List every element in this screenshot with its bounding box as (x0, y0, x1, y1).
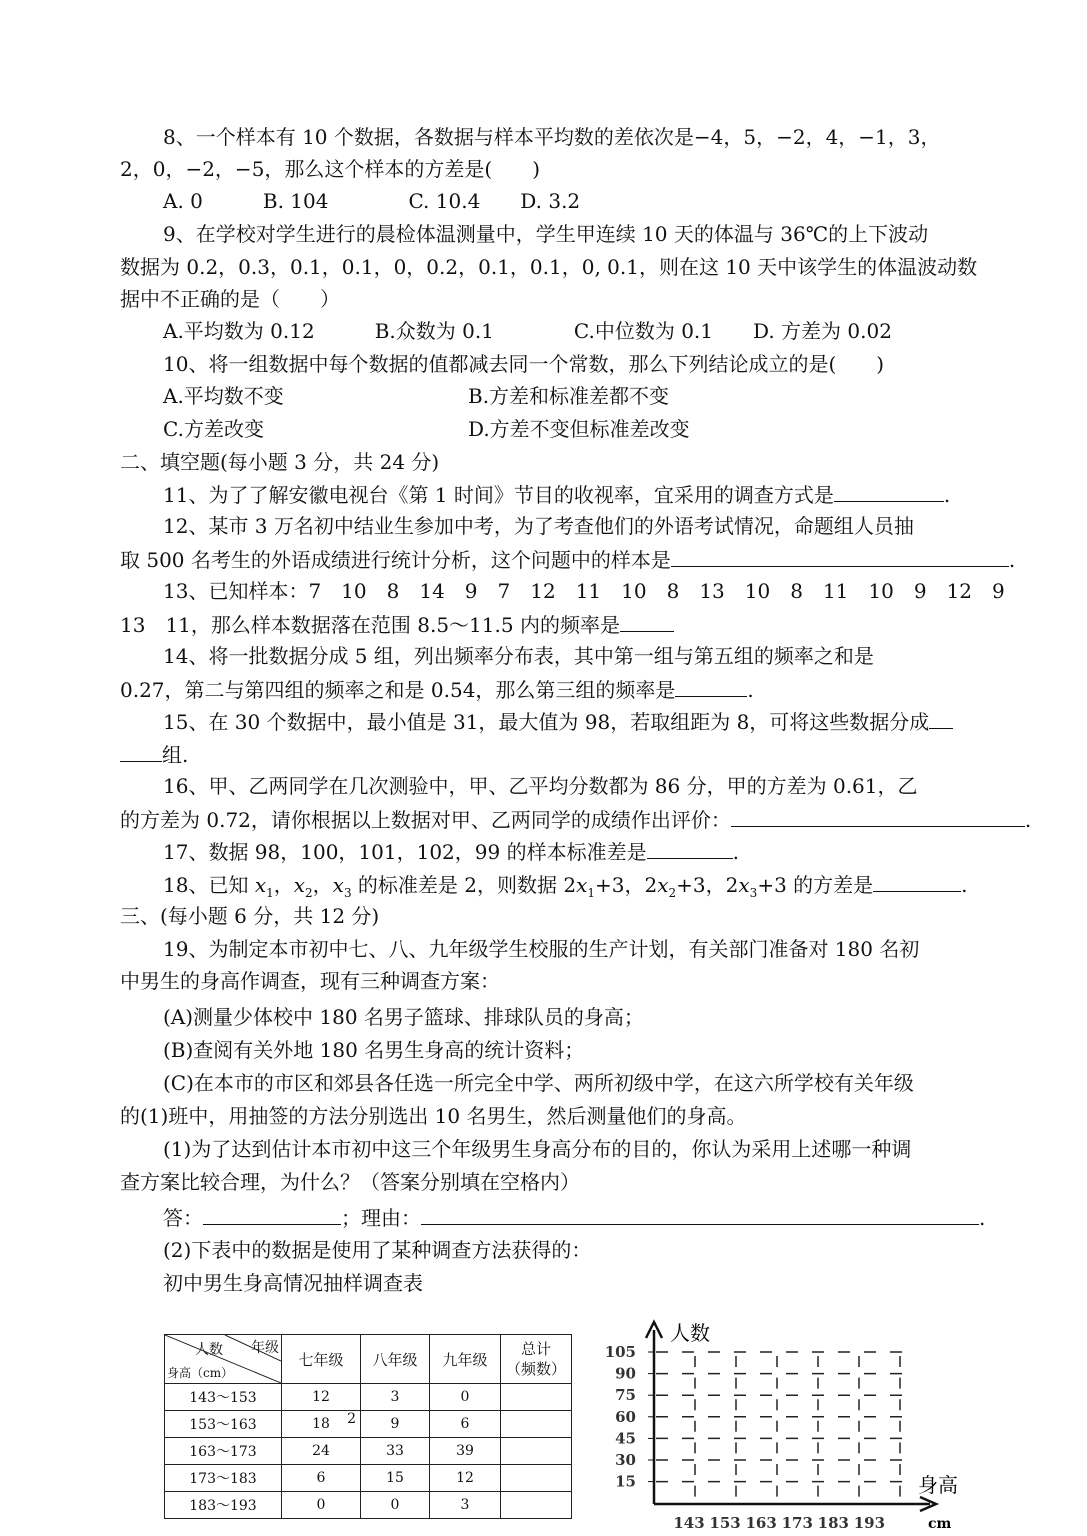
q14-answer-blank[interactable] (675, 676, 747, 697)
y-tick-label: 30 (615, 1451, 636, 1469)
cell-grade9: 0 (430, 1384, 501, 1411)
x-tick-label: 183 (817, 1514, 849, 1532)
q18-sub: 2 (668, 886, 677, 900)
x-tick-label: 193 (853, 1514, 886, 1532)
q19-plan-c-line2: 的(1)班中，用抽签的方法分别选出 10 名男生，然后测量他们的身高。 (120, 1104, 747, 1128)
q15-answer-blank-a[interactable] (929, 708, 953, 729)
corner-grade-label: 年级 (251, 1340, 279, 1356)
q18-sub: 2 (305, 886, 313, 900)
q8-line2: 2，0，−2，−5，那么这个样本的方差是( ) (120, 157, 541, 181)
q18-answer-blank[interactable] (873, 871, 961, 892)
q18-plus: +3， (595, 873, 645, 897)
q15-text-end: 组. (162, 743, 189, 767)
dashed-grid (648, 1352, 904, 1504)
cell-total[interactable] (501, 1438, 572, 1465)
q13-answer-blank[interactable] (620, 611, 674, 632)
cell-grade7: 6 (282, 1465, 361, 1492)
header-grade7: 七年级 (282, 1335, 361, 1384)
y-tick-label: 75 (615, 1386, 636, 1405)
cell-grade8: 9 (361, 1411, 430, 1438)
q9-line3: 据中不正确的是（ ） (120, 287, 340, 311)
table-header-row (165, 1335, 572, 1384)
height-survey-table (164, 1334, 572, 1519)
histogram-grid[interactable] (604, 1312, 984, 1536)
table-row (165, 1465, 572, 1492)
cell-grade7: 0 (282, 1492, 361, 1519)
q18-var: x (657, 873, 669, 897)
cell-grade7-value: 18 (312, 1416, 330, 1432)
q18-text-b: 的标准差是 2，则数据 2 (351, 873, 577, 897)
row-range: 153～163 (165, 1411, 282, 1438)
q16-answer-blank[interactable] (731, 806, 1025, 827)
cell-total[interactable] (501, 1411, 572, 1438)
q8-line1: 8、一个样本有 10 个数据，各数据与样本平均数的差依次是−4，5，−2，4，−1，3， (163, 125, 941, 149)
cell-grade7: 12 (282, 1384, 361, 1411)
q17-line: 17、数据 98，100，101，102，99 的样本标准差是 . (163, 840, 739, 864)
cell-grade9: 12 (430, 1465, 501, 1492)
x-axis-unit: cm (928, 1516, 952, 1532)
q10-option-c: C.方差改变 (163, 417, 264, 441)
q14-text: 0.27，第二与第四组的频率之和是 0.54，那么第三组的频率是 (120, 678, 676, 702)
q19-part1-line1: (1)为了达到估计本市初中这三个年级男生身高分布的目的，你认为采用上述哪一种调 (163, 1137, 912, 1161)
q19-plan-a: (A)测量少体校中 180 名男子篮球、排球队员的身高； (163, 1005, 644, 1029)
table-corner-cell (165, 1335, 282, 1384)
table-row (165, 1384, 572, 1411)
q12-text: 取 500 名考生的外语成绩进行统计分析，这个问题中的样本是 (120, 548, 671, 572)
q14-line1: 14、将一批数据分成 5 组，列出频率分布表，其中第一组与第五组的频率之和是 (163, 644, 874, 668)
stray-mark: 2 (347, 1411, 356, 1427)
y-tick-label: 60 (615, 1407, 636, 1426)
q18-two: 2 (725, 873, 739, 897)
x-tick-label: 143 (673, 1514, 705, 1532)
table-row (165, 1411, 572, 1438)
q11-answer-blank[interactable] (834, 481, 944, 502)
cell-total[interactable] (501, 1492, 572, 1519)
q19-plan-c-line1: (C)在本市的市区和郊县各任选一所完全中学、两所初级中学，在这六所学校有关年级 (163, 1071, 914, 1095)
section-2-heading: 二、填空题(每小题 3 分，共 24 分) (120, 450, 440, 474)
q18-sub: 3 (343, 886, 352, 900)
header-total (501, 1335, 572, 1384)
q19-reason-blank[interactable] (421, 1204, 979, 1225)
q18-sep: ， (273, 873, 294, 897)
row-range: 183～193 (165, 1492, 282, 1519)
x-axis-label: 身高 (918, 1473, 958, 1497)
q12-line1: 12、某市 3 万名初中结业生参加中考，为了考查他们的外语考试情况，命题组人员抽 (163, 514, 914, 538)
y-tick-label: 90 (615, 1364, 636, 1383)
q14-line2: 0.27，第二与第四组的频率之和是 0.54，那么第三组的频率是 . (120, 678, 754, 702)
q13-line2 (120, 611, 674, 638)
q11-text: 11、为了了解安徽电视台《第 1 时间》节目的收视率，宜采用的调查方式是 (163, 483, 834, 507)
q15-answer-blank-b[interactable] (120, 741, 162, 762)
q18-var: x (332, 873, 344, 897)
row-range: 173～183 (165, 1465, 282, 1492)
reason-label: ；理由： (341, 1206, 421, 1230)
section-3-heading: 三、(每小题 6 分，共 12 分) (120, 904, 380, 928)
x-tick-label: 153 (709, 1514, 741, 1532)
q18-text-c: +3 的方差是 (757, 873, 874, 897)
q10-option-a: A.平均数不变 (163, 384, 284, 408)
cell-grade9: 3 (430, 1492, 501, 1519)
row-range: 143～153 (165, 1384, 282, 1411)
q18-sub: 1 (266, 886, 274, 900)
q18-var: x (254, 873, 267, 897)
answer-label: 答： (163, 1206, 203, 1230)
q19-line2: 中男生的身高作调查，现有三种调查方案： (120, 969, 500, 993)
y-tick-label: 15 (615, 1472, 636, 1491)
q8-options: A. 0 B. 104 C. 10.4 D. 3.2 (163, 189, 581, 213)
q10-option-d: D.方差不变但标准差改变 (468, 417, 690, 441)
header-total-line1: 总计 (520, 1340, 551, 1358)
cell-grade9: 39 (430, 1438, 501, 1465)
q18-sep: ， (312, 873, 333, 897)
cell-grade8: 15 (361, 1465, 430, 1492)
cell-grade8: 0 (361, 1492, 430, 1519)
q16-line1: 16、甲、乙两同学在几次测验中，甲、乙平均分数都为 86 分，甲的方差为 0.61，乙 (163, 774, 918, 798)
q16-text: 的方差为 0.72，请你根据以上数据对甲、乙两同学的成绩作出评价： (120, 808, 731, 832)
header-total-line2: （频数） (505, 1360, 566, 1378)
q12-line2: 取 500 名考生的外语成绩进行统计分析，这个问题中的样本是 . (120, 548, 1016, 572)
corner-height-label: 身高（cm） (167, 1366, 234, 1380)
x-tick-labels (673, 1514, 885, 1532)
y-tick-labels (605, 1343, 636, 1491)
q9-line1: 9、在学校对学生进行的晨检体温测量中，学生甲连续 10 天的体温与 36℃的上下波动 (163, 222, 929, 246)
q15-line1 (163, 708, 953, 735)
table-row (165, 1438, 572, 1465)
header-grade9: 九年级 (430, 1335, 501, 1384)
q15-line2 (120, 741, 188, 768)
y-tick-label: 45 (615, 1429, 636, 1448)
q18-var: x (738, 873, 750, 897)
y-axis-label: 人数 (670, 1321, 710, 1345)
q18-text-a: 18、已知 (163, 873, 255, 897)
q12-answer-blank[interactable] (671, 546, 1009, 567)
q10-line1: 10、将一组数据中每个数据的值都减去同一个常数，那么下列结论成立的是( ) (163, 352, 885, 376)
q17-text: 17、数据 98，100，101，102，99 的样本标准差是 (163, 840, 647, 864)
q18-var: x (293, 873, 306, 897)
q18-var: x (576, 873, 588, 897)
header-grade8: 八年级 (361, 1335, 430, 1384)
cell-grade9: 6 (430, 1411, 501, 1438)
q17-answer-blank[interactable] (647, 838, 733, 859)
cell-grade8: 33 (361, 1438, 430, 1465)
cell-total[interactable] (501, 1384, 572, 1411)
x-tick-label: 163 (745, 1514, 777, 1532)
q11-line1: 11、为了了解安徽电视台《第 1 时间》节目的收视率，宜采用的调查方式是 . (163, 483, 951, 507)
q19-plan-b: (B)查阅有关外地 180 名男生身高的统计资料； (163, 1038, 585, 1062)
q19-part2: (2)下表中的数据是使用了某种调查方法获得的： (163, 1238, 592, 1262)
q10-option-b: B.方差和标准差都不变 (468, 384, 670, 408)
q18-plus: +3， (676, 873, 726, 897)
q19-line1: 19、为制定本市初中七、八、九年级学生校服的生产计划，有关部门准备对 180 名初 (163, 937, 920, 961)
q18-sub: 1 (587, 886, 596, 900)
table-caption: 初中男生身高情况抽样调查表 (163, 1271, 423, 1295)
row-range: 163～173 (165, 1438, 282, 1465)
corner-count-label: 人数 (195, 1342, 223, 1358)
q18-sub: 3 (749, 886, 758, 900)
q13-text: 13 11，那么样本数据落在范围 8.5～11.5 内的频率是 (120, 613, 620, 637)
q19-answer-line: 答： ；理由： . (163, 1206, 986, 1230)
q9-line2: 数据为 0.2，0.3，0.1，0.1，0，0.2，0.1，0.1，0, 0.1，则在这 10 天中该学生的体温波动数 (120, 255, 978, 279)
q16-line2: 的方差为 0.72，请你根据以上数据对甲、乙两同学的成绩作出评价： . (120, 808, 1032, 832)
corner-diagonal (165, 1335, 281, 1383)
cell-total[interactable] (501, 1465, 572, 1492)
q13-line1: 13、已知样本：7 10 8 14 9 7 12 11 10 8 13 10 8 11 10 9 12 9 (163, 579, 1005, 603)
q18-two: 2 (644, 873, 658, 897)
x-tick-label: 173 (781, 1514, 813, 1532)
table-row (165, 1492, 572, 1519)
q19-part1-line2: 查方案比较合理，为什么？（答案分别填在空格内） (120, 1170, 580, 1194)
y-tick-label: 105 (604, 1343, 636, 1361)
cell-grade7 (282, 1411, 361, 1438)
q9-options: A.平均数为 0.12 B.众数为 0.1 C.中位数为 0.1 D. 方差为 0.02 (163, 319, 892, 343)
q15-text: 15、在 30 个数据中，最小值是 31，最大值为 98，若取组距为 8，可将这些数据分成 (163, 710, 930, 734)
q19-answer-blank[interactable] (203, 1204, 341, 1225)
cell-grade8: 3 (361, 1384, 430, 1411)
cell-grade7: 24 (282, 1438, 361, 1465)
q18-line: 18、已知 $x_1$，$x_2$，$x_3$ 的标准差是 2，则数据 $2x_1+3$，$2x_2+3$，$2x_3+3$ 的方差是 . (163, 873, 968, 900)
